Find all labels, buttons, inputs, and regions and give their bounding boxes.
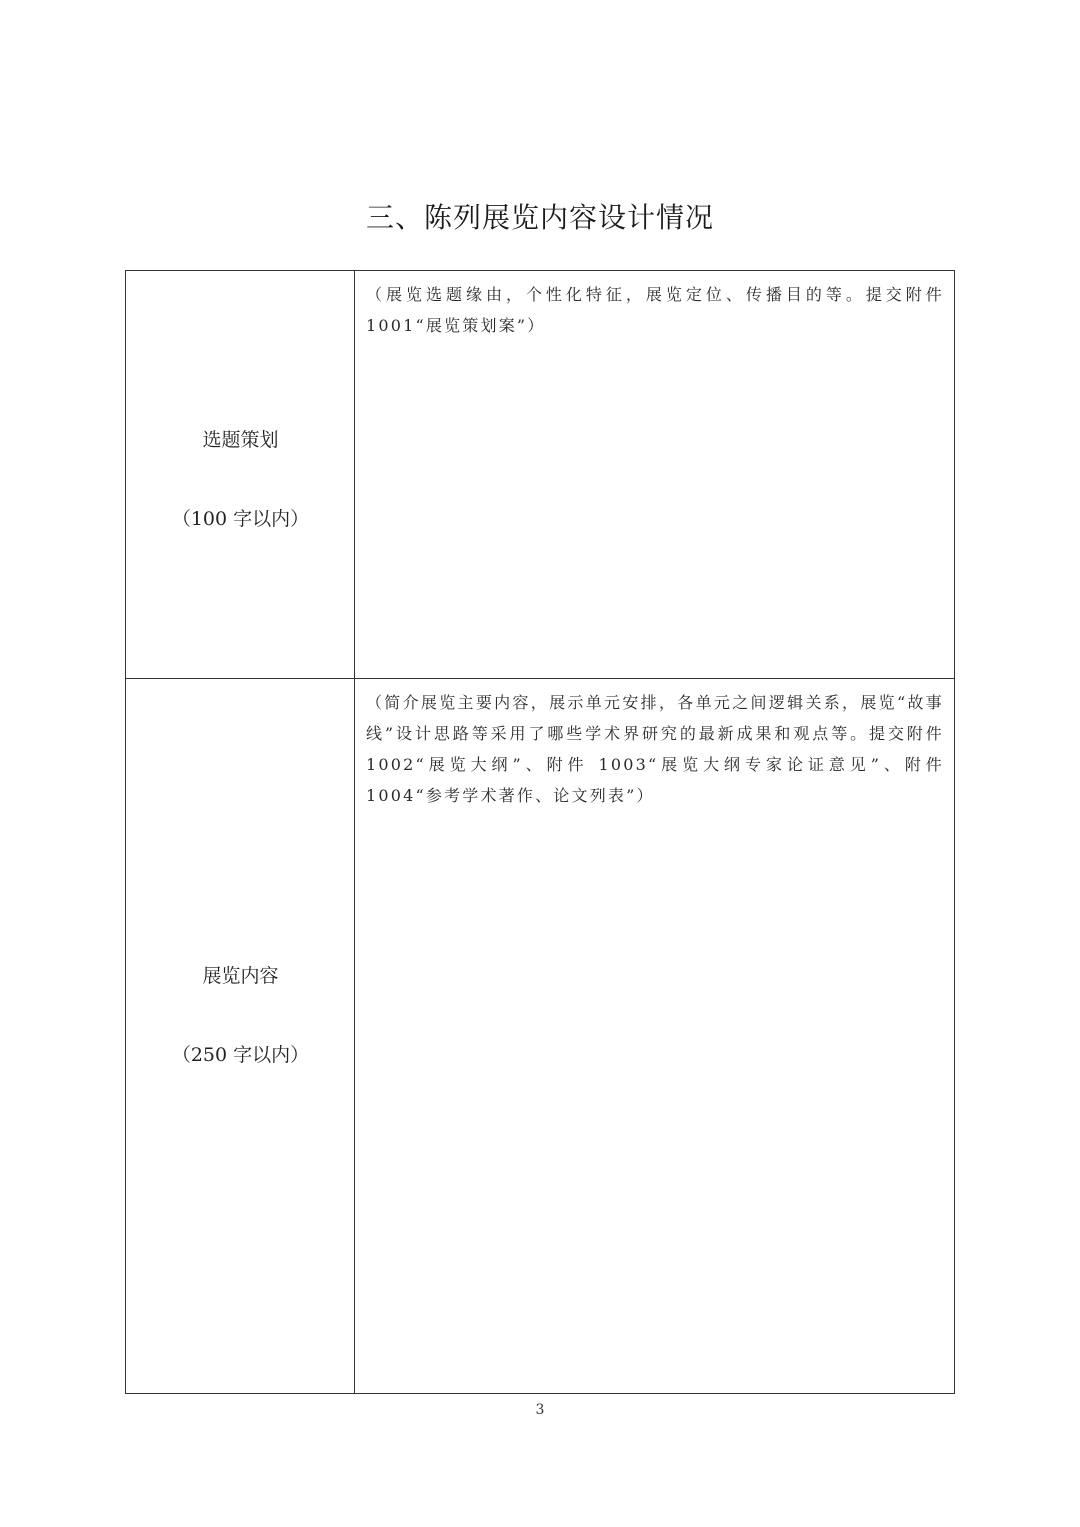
- row-label: 选题策划: [202, 429, 279, 451]
- content-cell-topic-planning[interactable]: [355, 271, 954, 678]
- page-number: 3: [535, 1402, 545, 1418]
- label-cell-topic-planning: [126, 271, 355, 678]
- page-title: 三、陈列展览内容设计情况: [365, 201, 714, 234]
- table-row-topic-planning: [126, 271, 954, 679]
- row-word-limit: （250 字以内）: [171, 1044, 310, 1066]
- table-row-exhibition-content: [126, 679, 954, 1393]
- design-form-table: [125, 270, 955, 1394]
- content-cell-exhibition-content[interactable]: [355, 679, 954, 1393]
- row-instruction-text: （简介展览主要内容，展示单元安排，各单元之间逻辑关系，展览“故事线”设计思路等采用了哪些学术界研究的最新成果和观点等。提交附件 1002“展览大纲”、附件 1003“展览大纲专家论证意见”、附件 1004“参考学术著作、论文列表”）: [366, 693, 944, 805]
- label-cell-exhibition-content: [126, 679, 355, 1393]
- row-instruction-text: （展览选题缘由，个性化特征，展览定位、传播目的等。提交附件 1001“展览策划案”）: [366, 285, 944, 335]
- row-word-limit: （100 字以内）: [171, 508, 310, 530]
- row-label: 展览内容: [202, 965, 279, 987]
